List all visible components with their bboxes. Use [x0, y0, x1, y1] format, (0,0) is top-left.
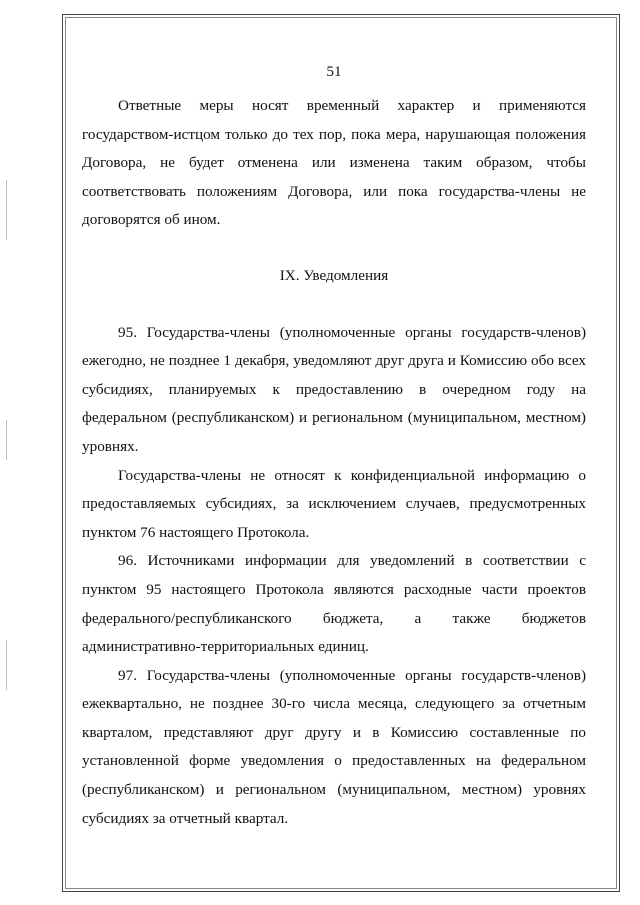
page-number: 51	[326, 63, 342, 80]
scan-edge-mark	[6, 640, 7, 690]
document-body	[82, 60, 586, 833]
paragraph-97: 97. Государства-члены (уполномоченные органы государств-членов) ежеквартально, не позднее 30-го числа месяца, следующего за отчетным кварталом, представляют друг другу и в Комиссию составленные по установленной форме уведомления о предоставленных на федеральном (республиканском) и региональном (муниципальном, местном) уровнях субсидиях за отчетный квартал.	[82, 666, 586, 827]
paragraph-96: 96. Источниками информации для уведомлений в соответствии с пунктом 95 настоящего Протокола являются расходные части проектов федерального/республиканского бюджета, а также бюджетов административно-территориальных единиц.	[82, 552, 586, 656]
paragraph-confidentiality: Государства-члены не относят к конфиденциальной информацию о предоставляемых субсидиях, за исключением случаев, предусмотренных пунктом 76 настоящего Протокола.	[82, 466, 586, 541]
paragraph-95: 95. Государства-члены (уполномоченные органы государств-членов) ежегодно, не позднее 1 декабря, уведомляют друг друга и Комиссию обо всех субсидиях, планируемых к предоставлению в очередном году на федеральном (республиканском) и региональном (муниципальном, местном) уровнях.	[82, 323, 586, 455]
paragraph-countermeasures: Ответные меры носят временный характер и применяются государством-истцом только до тех пор, пока мера, нарушающая положения Договора, не будет отменена или изменена таким образом, чтобы соответствовать положениям Договора, или пока государства-члены не договорятся об ином.	[82, 97, 586, 229]
scan-edge-mark	[6, 180, 7, 240]
scan-edge-mark	[6, 420, 7, 460]
section-heading: IX. Уведомления	[279, 266, 389, 284]
